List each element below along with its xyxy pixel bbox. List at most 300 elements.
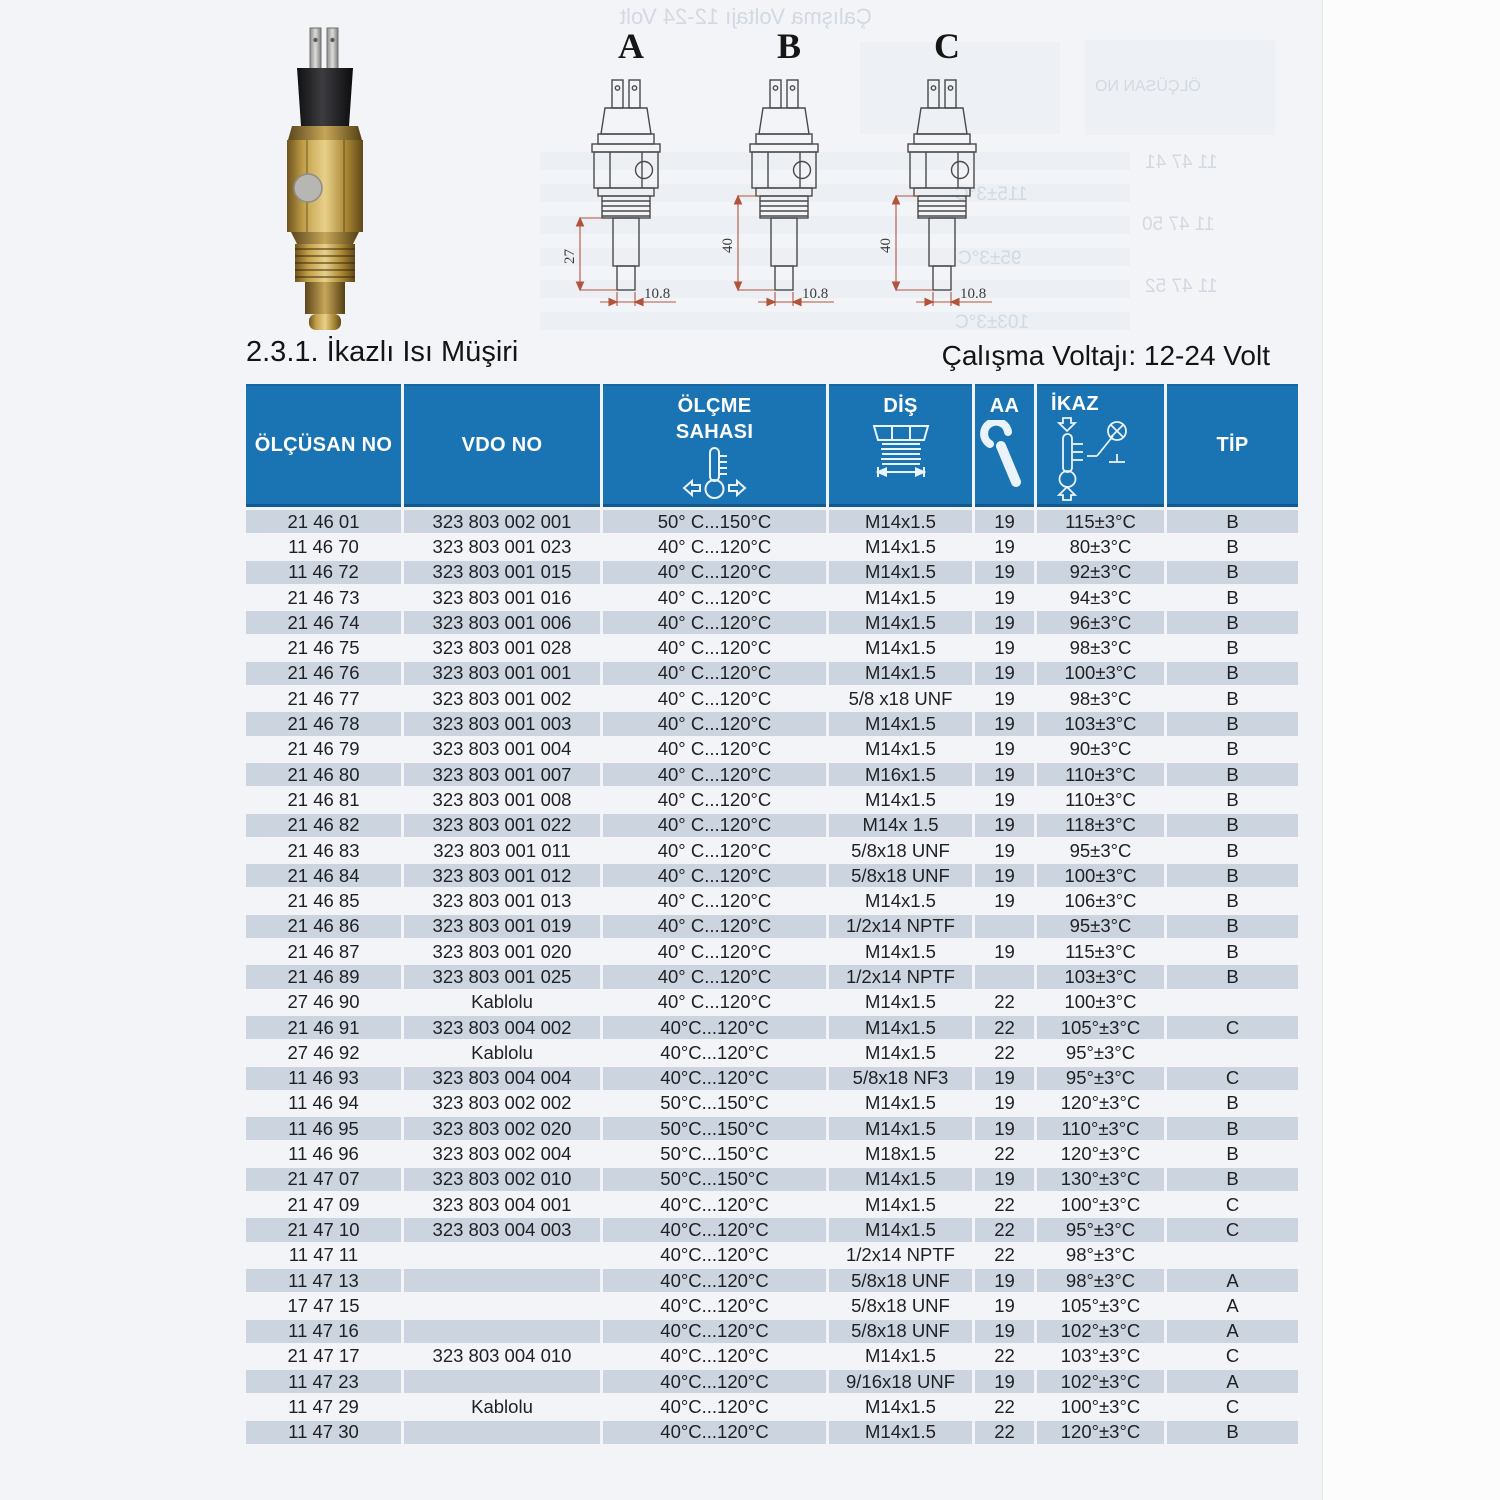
thermometer-range-icon [678,446,752,502]
table-cell: 323 803 001 013 [401,889,600,914]
temperature-sensor-image [235,20,405,332]
table-row [246,991,1298,1016]
table-cell: 21 46 82 [246,814,401,839]
table-cell [401,1269,600,1294]
table-cell: 100±3°C [1034,864,1164,889]
table-cell: 40° C...120°C [600,611,826,636]
table-row [246,1294,1298,1319]
table-cell: 40° C...120°C [600,586,826,611]
table-cell: 19 [972,1294,1034,1319]
table-cell: 50° C...150°C [600,510,826,535]
table-cell [401,1370,600,1395]
table-cell: 40°C...120°C [600,1041,826,1066]
col-header-dis [826,384,972,510]
table-cell: M14x1.5 [826,889,972,914]
header-label: ÖLÇÜSAN NO [254,434,393,456]
table-row [246,712,1298,737]
table-cell: 120°±3°C [1034,1142,1164,1167]
table-cell: B [1164,864,1298,889]
table-cell: 17 47 15 [246,1294,401,1319]
wrench-icon [980,420,1030,494]
table-cell: 21 46 80 [246,763,401,788]
table-row [246,1142,1298,1167]
table-cell: 323 803 001 008 [401,788,600,813]
table-cell: 110°±3°C [1034,1117,1164,1142]
table-cell: 80±3°C [1034,535,1164,560]
table-cell: 19 [972,662,1034,687]
table-cell: 40°C...120°C [600,1016,826,1041]
table-row [246,1016,1298,1041]
table-row [246,1244,1298,1269]
table-cell: 323 803 001 023 [401,535,600,560]
col-header-vdo-no [401,384,600,510]
table-cell: 21 47 07 [246,1168,401,1193]
table-cell: 323 803 004 010 [401,1345,600,1370]
ghost-text: Çalışma Voltajı 12-24 Volt [620,4,872,29]
table-cell: 21 46 84 [246,864,401,889]
table-cell: 106±3°C [1034,889,1164,914]
table-cell: B [1164,586,1298,611]
table-cell: 40° C...120°C [600,915,826,940]
table-cell: A [1164,1269,1298,1294]
svg-text:10.8: 10.8 [802,286,829,302]
table-cell: 22 [972,1193,1034,1218]
table-cell: 323 803 001 025 [401,965,600,990]
table-cell: 21 47 10 [246,1218,401,1243]
table-row [246,510,1298,535]
table-cell: 323 803 001 006 [401,611,600,636]
table-row [246,561,1298,586]
table-cell: 40°C...120°C [600,1370,826,1395]
table-cell: M14x1.5 [826,1041,972,1066]
table-cell: M14x1.5 [826,991,972,1016]
table-cell: 5/8x18 UNF [826,1269,972,1294]
table-cell: 323 803 002 004 [401,1142,600,1167]
table-cell: 5/8x18 UNF [826,1320,972,1345]
table-cell: C [1164,1016,1298,1041]
header-label: İKAZ [1051,393,1099,415]
table-cell: M14x1.5 [826,611,972,636]
section-title: 2.3.1. İkazlı Isı Müşiri [246,336,519,368]
table-cell: 19 [972,687,1034,712]
col-header-tip [1164,384,1298,510]
table-cell: 40° C...120°C [600,738,826,763]
svg-text:10.8: 10.8 [644,286,671,302]
table-cell: 100±3°C [1034,662,1164,687]
table-cell: 22 [972,1041,1034,1066]
table-cell: 19 [972,1067,1034,1092]
header-label: AA [989,395,1020,417]
table-cell: 21 46 85 [246,889,401,914]
table-cell [401,1294,600,1319]
table-cell: 22 [972,1395,1034,1420]
table-cell: 323 803 001 028 [401,636,600,661]
table-cell: 323 803 001 011 [401,839,600,864]
table-cell: 100°±3°C [1034,1395,1164,1420]
table-cell: 19 [972,586,1034,611]
svg-text:40: 40 [878,238,894,253]
table-cell: M14x1.5 [826,1345,972,1370]
table-cell: 1/2x14 NPTF [826,965,972,990]
table-cell: 50°C...150°C [600,1168,826,1193]
table-cell: 40° C...120°C [600,712,826,737]
table-cell: 19 [972,561,1034,586]
table-cell [401,1421,600,1446]
table-cell: 21 46 83 [246,839,401,864]
table-cell: C [1164,1193,1298,1218]
ghost-text: 103±3°C [955,312,1030,333]
table-row [246,763,1298,788]
table-body [246,510,1298,1446]
table-cell: M16x1.5 [826,763,972,788]
table-cell: 50°C...150°C [600,1142,826,1167]
table-cell: 21 46 79 [246,738,401,763]
table-cell: 323 803 001 020 [401,940,600,965]
table-cell: M14x1.5 [826,1218,972,1243]
drawing-figure-A [556,24,706,314]
table-cell: 19 [972,535,1034,560]
table-row [246,864,1298,889]
table-cell: 323 803 004 003 [401,1218,600,1243]
table-cell: 40° C...120°C [600,965,826,990]
table-cell: 19 [972,1117,1034,1142]
table-cell: M14x1.5 [826,712,972,737]
table-cell: 323 803 001 012 [401,864,600,889]
table-cell: 40°C...120°C [600,1067,826,1092]
table-cell: 323 803 001 001 [401,662,600,687]
table-cell: B [1164,915,1298,940]
table-cell: 323 803 001 015 [401,561,600,586]
table-cell: 40° C...120°C [600,662,826,687]
table-cell: M14x1.5 [826,1395,972,1420]
title-row [246,334,1298,371]
table-cell: 1/2x14 NPTF [826,1244,972,1269]
table-cell: 19 [972,738,1034,763]
table-cell: 100±3°C [1034,991,1164,1016]
table-cell: B [1164,1092,1298,1117]
table-cell: B [1164,510,1298,535]
table-row [246,965,1298,990]
table-cell [1164,991,1298,1016]
table-cell: 19 [972,1092,1034,1117]
table-cell: 11 47 16 [246,1320,401,1345]
table-cell: 40°C...120°C [600,1294,826,1319]
table-row [246,611,1298,636]
table-cell: 103±3°C [1034,965,1164,990]
table-cell: 11 46 94 [246,1092,401,1117]
table-cell: 22 [972,1345,1034,1370]
table-cell: 323 803 001 019 [401,915,600,940]
table-cell: 21 46 89 [246,965,401,990]
table-cell: 21 46 77 [246,687,401,712]
table-row [246,889,1298,914]
svg-text:40: 40 [720,238,736,253]
sensor-drawing [556,68,706,314]
table-cell: 40° C...120°C [600,535,826,560]
table-cell: 40° C...120°C [600,814,826,839]
table-cell: 40° C...120°C [600,940,826,965]
drawing-label: C [934,26,960,66]
voltage-note: Çalışma Voltajı: 12-24 Volt [941,340,1270,371]
table-cell: 11 46 95 [246,1117,401,1142]
header-label: DİŞ [883,395,918,417]
table-row [246,940,1298,965]
table-cell: 11 46 72 [246,561,401,586]
table-row [246,1345,1298,1370]
table-row [246,687,1298,712]
table-cell: 95°±3°C [1034,1067,1164,1092]
table-cell: B [1164,535,1298,560]
table-cell: 40°C...120°C [600,1269,826,1294]
table-cell: B [1164,1168,1298,1193]
table-cell: M14x1.5 [826,535,972,560]
table-row [246,636,1298,661]
table-cell: B [1164,712,1298,737]
table-cell: M14x1.5 [826,738,972,763]
table-cell: M14x1.5 [826,510,972,535]
header-label: VDO NO [461,434,543,456]
table-row [246,1269,1298,1294]
table-cell: Kablolu [401,991,600,1016]
thread-bolt-icon [862,420,940,482]
table-cell: 5/8x18 NF3 [826,1067,972,1092]
table-cell: 40° C...120°C [600,687,826,712]
table-cell: 40°C...120°C [600,1345,826,1370]
table-cell: 102°±3°C [1034,1370,1164,1395]
table-cell: 103°±3°C [1034,1345,1164,1370]
table-cell: 21 47 09 [246,1193,401,1218]
drawing-figure-C [872,24,1022,314]
table-cell: M14x1.5 [826,1421,972,1446]
table-row [246,1370,1298,1395]
header-label: SAHASI [675,421,754,443]
table-cell: 27 46 90 [246,991,401,1016]
table-cell: 323 803 002 010 [401,1168,600,1193]
table-cell: 40° C...120°C [600,763,826,788]
table-row [246,1117,1298,1142]
table-row [246,1395,1298,1420]
table-cell: M14x1.5 [826,1092,972,1117]
table-cell: 40°C...120°C [600,1421,826,1446]
table-cell: 323 803 002 001 [401,510,600,535]
table-cell [972,965,1034,990]
table-cell: 19 [972,864,1034,889]
table-cell: M14x1.5 [826,1117,972,1142]
table-cell: 22 [972,991,1034,1016]
svg-text:10.8: 10.8 [960,286,987,302]
table-cell: A [1164,1294,1298,1319]
table-cell: B [1164,763,1298,788]
table-cell: C [1164,1067,1298,1092]
table-row [246,1218,1298,1243]
table-cell: 323 803 004 004 [401,1067,600,1092]
table-cell: 11 46 96 [246,1142,401,1167]
col-header-olcme-sahasi [600,384,826,510]
table-row [246,535,1298,560]
warning-contact-icon [1051,416,1155,502]
table-row [246,814,1298,839]
table-cell: A [1164,1320,1298,1345]
table-cell [401,1320,600,1345]
table-cell: 5/8x18 UNF [826,1294,972,1319]
table-cell: 95±3°C [1034,915,1164,940]
ghost-text: 11 47 41 [1145,152,1218,173]
table-cell: 19 [972,611,1034,636]
col-header-aa [972,384,1034,510]
table-cell: 22 [972,1421,1034,1446]
table-cell: 323 803 001 002 [401,687,600,712]
table-cell: 105°±3°C [1034,1294,1164,1319]
table-cell: 19 [972,712,1034,737]
table-cell: M14x1.5 [826,1168,972,1193]
table-cell: 19 [972,1320,1034,1345]
sensor-drawing [872,68,1022,314]
table-cell: 95°±3°C [1034,1218,1164,1243]
table-cell: A [1164,1370,1298,1395]
table-cell [1164,1244,1298,1269]
table-cell: 21 46 73 [246,586,401,611]
table-cell: 105°±3°C [1034,1016,1164,1041]
table-cell: 21 46 74 [246,611,401,636]
table-cell: 22 [972,1244,1034,1269]
table-cell: 40° C...120°C [600,889,826,914]
table-cell: 40° C...120°C [600,991,826,1016]
table-cell: B [1164,1117,1298,1142]
header-label: TİP [1216,434,1249,456]
table-cell: 95±3°C [1034,839,1164,864]
table-cell: 115±3°C [1034,510,1164,535]
table-cell: B [1164,839,1298,864]
table-cell: 19 [972,839,1034,864]
table-cell: 11 46 93 [246,1067,401,1092]
ghost-text: 11 47 50 [1142,214,1215,235]
table-cell: 50°C...150°C [600,1117,826,1142]
table-cell: 27 46 92 [246,1041,401,1066]
table-row [246,1168,1298,1193]
table-cell: B [1164,814,1298,839]
table-cell: 19 [972,510,1034,535]
table-cell: 40° C...120°C [600,561,826,586]
ghost-text: 95±3°C [958,248,1022,269]
sensor-product-photo [235,20,405,332]
table-cell: 98±3°C [1034,636,1164,661]
table-cell: B [1164,965,1298,990]
table-cell: 9/16x18 UNF [826,1370,972,1395]
table-cell: 323 803 001 004 [401,738,600,763]
table-cell: 11 46 70 [246,535,401,560]
table-row [246,662,1298,687]
table-cell: 92±3°C [1034,561,1164,586]
table-cell: 11 47 11 [246,1244,401,1269]
sensor-drawing [714,68,864,314]
table-cell: M14x1.5 [826,662,972,687]
table-cell: B [1164,636,1298,661]
table-row [246,1320,1298,1345]
table-cell: B [1164,611,1298,636]
table-cell: 98°±3°C [1034,1244,1164,1269]
table-cell: M14x1.5 [826,1193,972,1218]
table-cell: 102°±3°C [1034,1320,1164,1345]
table-cell: C [1164,1345,1298,1370]
table-cell: M14x1.5 [826,636,972,661]
table-cell: 40° C...120°C [600,636,826,661]
table-cell: M14x1.5 [826,1016,972,1041]
table-cell: B [1164,1421,1298,1446]
table-cell: 21 46 87 [246,940,401,965]
table-cell: 19 [972,889,1034,914]
table-cell: B [1164,1142,1298,1167]
table-cell: M14x1.5 [826,940,972,965]
table-cell: M14x 1.5 [826,814,972,839]
table-cell: 11 47 30 [246,1421,401,1446]
ghost-stripe [540,312,1130,330]
table-cell: 21 46 86 [246,915,401,940]
table-cell: 40° C...120°C [600,864,826,889]
table-cell: 90±3°C [1034,738,1164,763]
table-cell: 21 46 81 [246,788,401,813]
table-cell: 98°±3°C [1034,1269,1164,1294]
table-row [246,1092,1298,1117]
table-cell: 21 46 76 [246,662,401,687]
table-cell: 19 [972,1168,1034,1193]
parts-table [246,384,1298,1446]
table-cell: 21 46 01 [246,510,401,535]
table-cell: 40°C...120°C [600,1218,826,1243]
table-cell: 21 46 75 [246,636,401,661]
table-cell: 40°C...120°C [600,1320,826,1345]
table-cell: 118±3°C [1034,814,1164,839]
table-cell: 40°C...120°C [600,1244,826,1269]
table-cell: Kablolu [401,1041,600,1066]
table-cell: 19 [972,763,1034,788]
table-cell: 40°C...120°C [600,1193,826,1218]
table-cell: C [1164,1218,1298,1243]
table-cell: M14x1.5 [826,561,972,586]
table-cell: 11 47 29 [246,1395,401,1420]
table-cell: 11 47 13 [246,1269,401,1294]
table-cell: B [1164,940,1298,965]
table-cell: B [1164,662,1298,687]
table-cell: 19 [972,788,1034,813]
table-cell: 22 [972,1218,1034,1243]
table-cell: 19 [972,940,1034,965]
table-cell: 11 47 23 [246,1370,401,1395]
table-cell: 5/8 x18 UNF [826,687,972,712]
table-cell: 323 803 001 007 [401,763,600,788]
table-cell: 21 47 17 [246,1345,401,1370]
table-row [246,839,1298,864]
header-label: ÖLÇME [677,395,752,417]
table-cell: 130°±3°C [1034,1168,1164,1193]
table-cell: 40° C...120°C [600,839,826,864]
table-cell: 323 803 004 001 [401,1193,600,1218]
table-row [246,915,1298,940]
table-cell [972,915,1034,940]
table-row [246,738,1298,763]
table-cell: 110±3°C [1034,788,1164,813]
ghost-text: ÖLÇÜSAN NO [1095,78,1201,95]
table-cell: 100°±3°C [1034,1193,1164,1218]
table-cell [1164,1041,1298,1066]
table-cell: 19 [972,1370,1034,1395]
table-cell: 19 [972,814,1034,839]
table-cell: M14x1.5 [826,788,972,813]
table-cell: M18x1.5 [826,1142,972,1167]
table-cell: 19 [972,636,1034,661]
table-cell: 323 803 004 002 [401,1016,600,1041]
table-row [246,1041,1298,1066]
table-cell: 96±3°C [1034,611,1164,636]
